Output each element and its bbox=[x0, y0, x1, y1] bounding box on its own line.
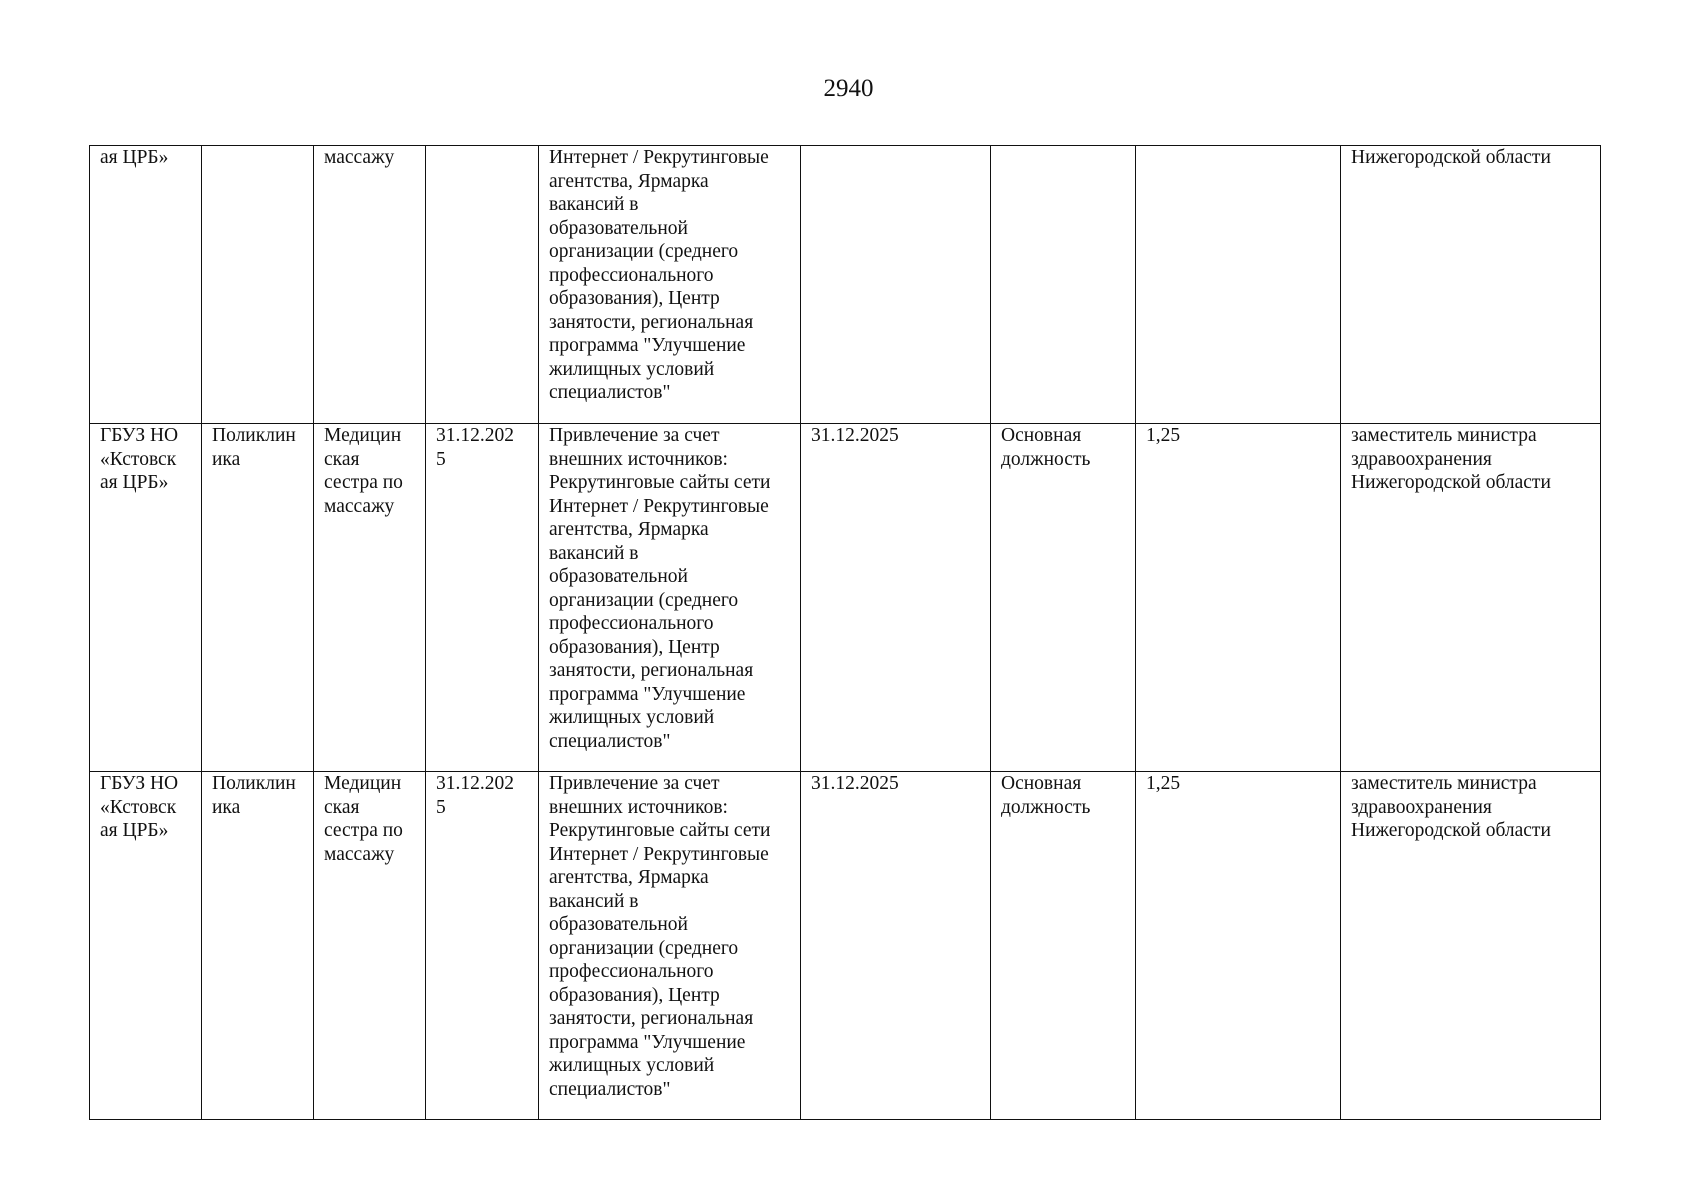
position-cell: массажу bbox=[314, 146, 426, 424]
deadline-cell: 31.12.2025 bbox=[801, 424, 991, 772]
job-type-cell: Основная должность bbox=[991, 424, 1136, 772]
table-row bbox=[90, 146, 1601, 424]
position-cell: Медицин ская сестра по массажу bbox=[314, 424, 426, 772]
institution-cell: ая ЦРБ» bbox=[90, 146, 202, 424]
rate-cell: 1,25 bbox=[1136, 424, 1341, 772]
method-cell: Интернет / Рекрутинговые агентства, Ярмарка вакансий в образовательной организации (среднего профессионального образования), Центр занятости, региональная программа "Улучшение жилищных условий специалистов" bbox=[539, 146, 801, 424]
method-cell: Привлечение за счет внешних источников: Рекрутинговые сайты сети Интернет / Рекрутинговые агентства, Ярмарка вакансий в образовательной организации (среднего профессионального образования), Центр занятости, региональная программа "Улучшение жилищных условий специалистов" bbox=[539, 772, 801, 1120]
page-number: 2940 bbox=[823, 75, 874, 102]
department-cell: Поликлин ика bbox=[202, 424, 314, 772]
table-row bbox=[90, 772, 1601, 1120]
deadline-cell: 31.12.2025 bbox=[801, 772, 991, 1120]
rate-cell: 1,25 bbox=[1136, 772, 1341, 1120]
date-cell: 31.12.202 5 bbox=[426, 424, 539, 772]
institution-cell: ГБУЗ НО «Кстовск ая ЦРБ» bbox=[90, 772, 202, 1120]
responsible-cell: заместитель министра здравоохранения Нижегородской области bbox=[1341, 424, 1601, 772]
position-cell: Медицин ская сестра по массажу bbox=[314, 772, 426, 1120]
date-cell bbox=[426, 146, 539, 424]
responsible-cell: Нижегородской области bbox=[1341, 146, 1601, 424]
staffing-table bbox=[89, 145, 1601, 1120]
deadline-cell bbox=[801, 146, 991, 424]
institution-cell: ГБУЗ НО «Кстовск ая ЦРБ» bbox=[90, 424, 202, 772]
responsible-cell: заместитель министра здравоохранения Нижегородской области bbox=[1341, 772, 1601, 1120]
job-type-cell bbox=[991, 146, 1136, 424]
department-cell bbox=[202, 146, 314, 424]
date-cell: 31.12.202 5 bbox=[426, 772, 539, 1120]
department-cell: Поликлин ика bbox=[202, 772, 314, 1120]
table-row bbox=[90, 424, 1601, 772]
method-cell: Привлечение за счет внешних источников: Рекрутинговые сайты сети Интернет / Рекрутинговые агентства, Ярмарка вакансий в образовательной организации (среднего профессионального образования), Центр занятости, региональная программа "Улучшение жилищных условий специалистов" bbox=[539, 424, 801, 772]
job-type-cell: Основная должность bbox=[991, 772, 1136, 1120]
rate-cell bbox=[1136, 146, 1341, 424]
